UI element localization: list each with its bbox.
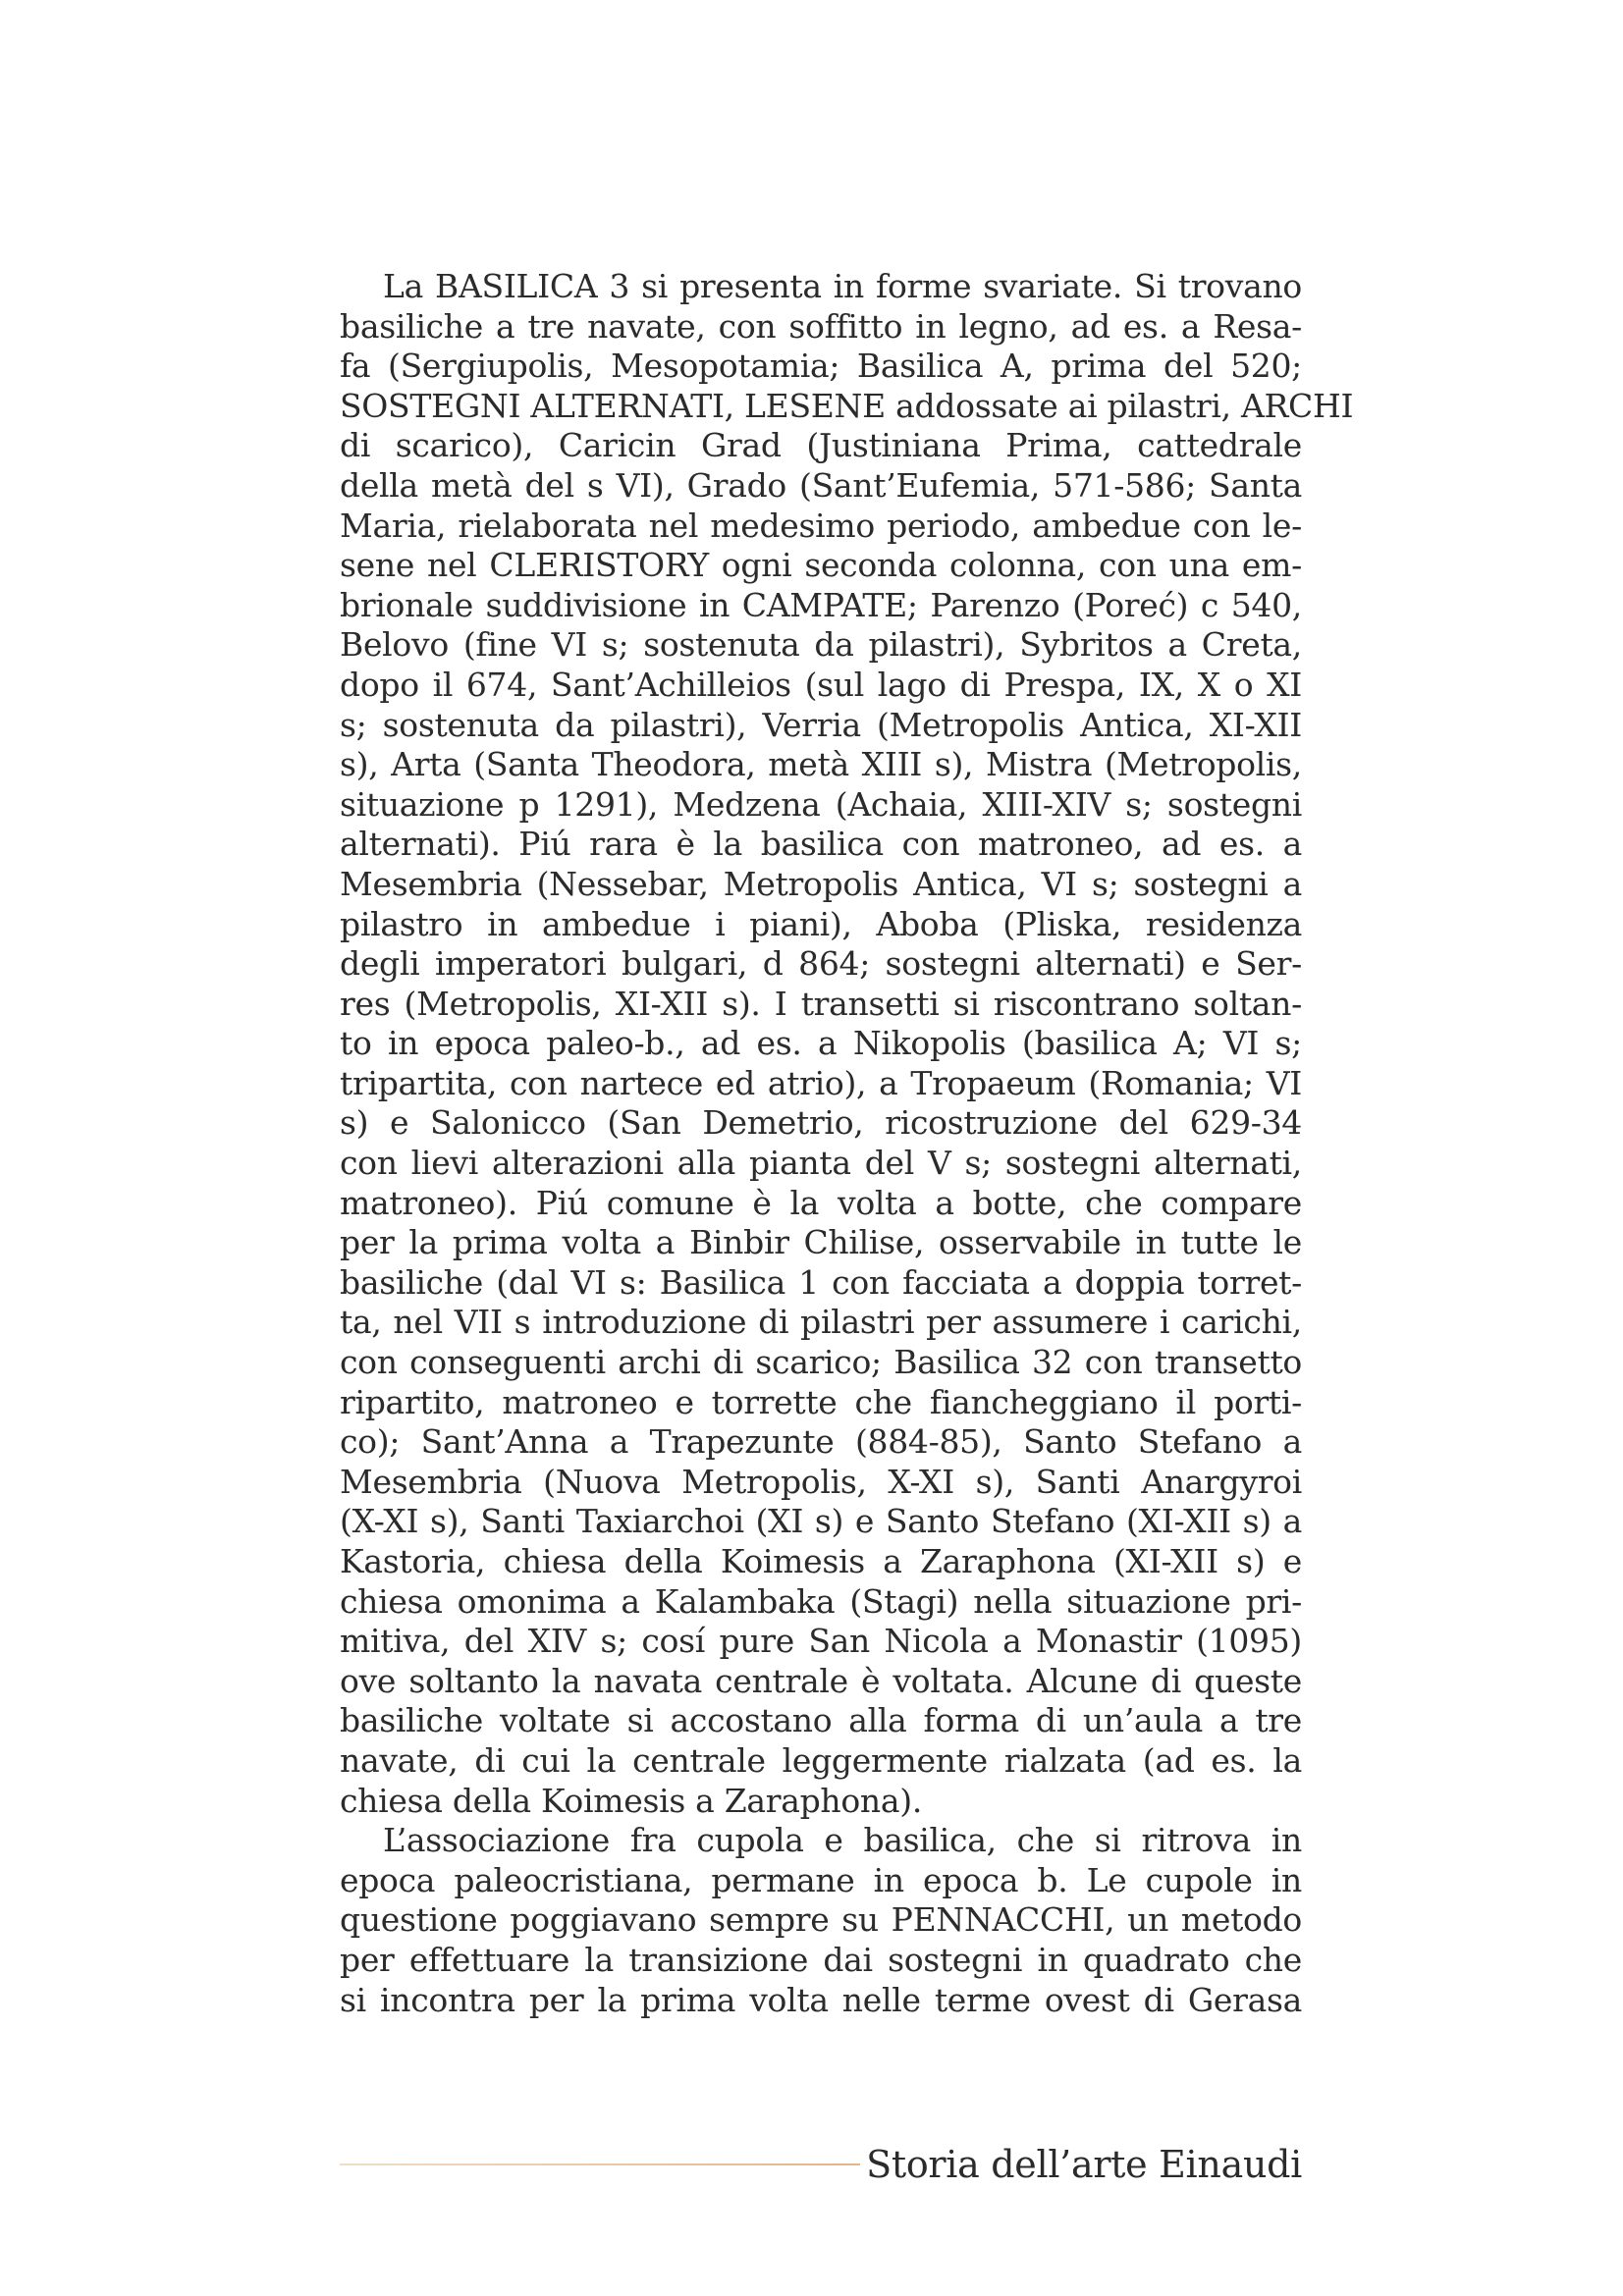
text-line: sene nel CLERISTORY ogni seconda colonna, con una em- [340,546,1302,585]
text-line: matroneo). Piú comune è la volta a botte, che compare [340,1183,1302,1222]
text-line: ta, nel VII s introduzione di pilastri per assumere i carichi, [340,1303,1302,1342]
text-line: Kastoria, chiesa della Koimesis a Zaraphona (XI-XII s) e [340,1542,1302,1580]
body-text [340,267,1354,2020]
text-line: ripartito, matroneo e torrette che fiancheggiano il porti- [340,1382,1302,1421]
text-line: basiliche (dal VI s: Basilica 1 con facciata a doppia torret- [340,1262,1302,1302]
text-line: pilastro in ambedue i piani), Aboba (Pliska, residenza [340,904,1302,943]
text-line: L’associazione fra cupola e basilica, che si ritrova in [383,1821,1302,1860]
footer-rule [340,2163,860,2165]
text-line: s), Arta (Santa Theodora, metà XIII s), Mistra (Metropolis, [340,745,1302,784]
text-line: fa (Sergiupolis, Mesopotamia; Basilica A, prima del 520; [340,347,1302,386]
text-line: con conseguenti archi di scarico; Basilica 32 con transetto [340,1343,1302,1382]
text-line: Maria, rielaborata nel medesimo periodo, ambedue con le- [340,506,1302,545]
text-line: dopo il 674, Sant’Achilleios (sul lago di Prespa, IX, X o XI [340,665,1302,704]
text-line: della metà del s VI), Grado (Sant’Eufemia, 571-586; Santa [340,465,1302,505]
text-line: brionale suddivisione in CAMPATE; Parenzo (Poreć) c 540, [340,585,1302,624]
text-line: navate, di cui la centrale leggermente rialzata (ad es. la [340,1740,1302,1780]
text-line: basiliche a tre navate, con soffitto in legno, ad es. a Resa- [340,306,1302,346]
text-line: basiliche voltate si accostano alla forma di un’aula a tre [340,1701,1302,1740]
text-line: Belovo (fine VI s; sostenuta da pilastri), Sybritos a Creta, [340,625,1302,665]
text-line: Mesembria (Nuova Metropolis, X-XI s), Santi Anargyroi [340,1462,1302,1501]
text-line: tripartita, con nartece ed atrio), a Tropaeum (Romania; VI [340,1063,1302,1102]
text-line: SOSTEGNI ALTERNATI, LESENE addossate ai pilastri, ARCHI [340,386,1354,425]
text-line: mitiva, del XIV s; cosí pure San Nicola a Monastir (1095) [340,1622,1302,1661]
page-footer [340,2142,1302,2191]
text-line: chiesa omonima a Kalambaka (Stagi) nella situazione pri- [340,1581,1302,1621]
text-line: ove soltanto la navata centrale è voltata. Alcune di queste [340,1661,1302,1700]
text-line: si incontra per la prima volta nelle terme ovest di Gerasa [340,1980,1302,2019]
text-line: co); Sant’Anna a Trapezunte (884-85), Santo Stefano a [340,1422,1302,1462]
text-line: Mesembria (Nessebar, Metropolis Antica, VI s; sostegni a [340,864,1302,903]
text-line: per effettuare la transizione dai sostegni in quadrato che [340,1940,1302,1979]
footer-title: Storia dell’arte Einaudi [866,2143,1302,2186]
text-line: chiesa della Koimesis a Zaraphona). [340,1781,923,1820]
text-line: alternati). Piú rara è la basilica con matroneo, ad es. a [340,825,1302,864]
text-line: degli imperatori bulgari, d 864; sostegni alternati) e Ser- [340,944,1302,984]
text-line: res (Metropolis, XI-XII s). I transetti si riscontrano soltan- [340,984,1302,1023]
text-line: La BASILICA 3 si presenta in forme svariate. Si trovano [383,267,1302,305]
text-line: situazione p 1291), Medzena (Achaia, XIII-XIV s; sostegni [340,784,1302,824]
text-line: (X-XI s), Santi Taxiarchoi (XI s) e Santo Stefano (XI-XII s) a [340,1502,1302,1541]
text-line: con lievi alterazioni alla pianta del V s; sostegni alternati, [340,1144,1302,1183]
text-line: di scarico), Caricin Grad (Justiniana Prima, cattedrale [340,426,1302,465]
text-line: to in epoca paleo-b., ad es. a Nikopolis (basilica A; VI s; [340,1024,1302,1063]
text-line: s; sostenuta da pilastri), Verria (Metropolis Antica, XI-XII [340,705,1302,744]
text-line: s) e Salonicco (San Demetrio, ricostruzione del 629-34 [340,1103,1302,1143]
text-line: questione poggiavano sempre su PENNACCHI, un metodo [340,1900,1302,1940]
text-line: per la prima volta a Binbir Chilise, osservabile in tutte le [340,1223,1302,1262]
text-line: epoca paleocristiana, permane in epoca b. Le cupole in [340,1860,1302,1899]
